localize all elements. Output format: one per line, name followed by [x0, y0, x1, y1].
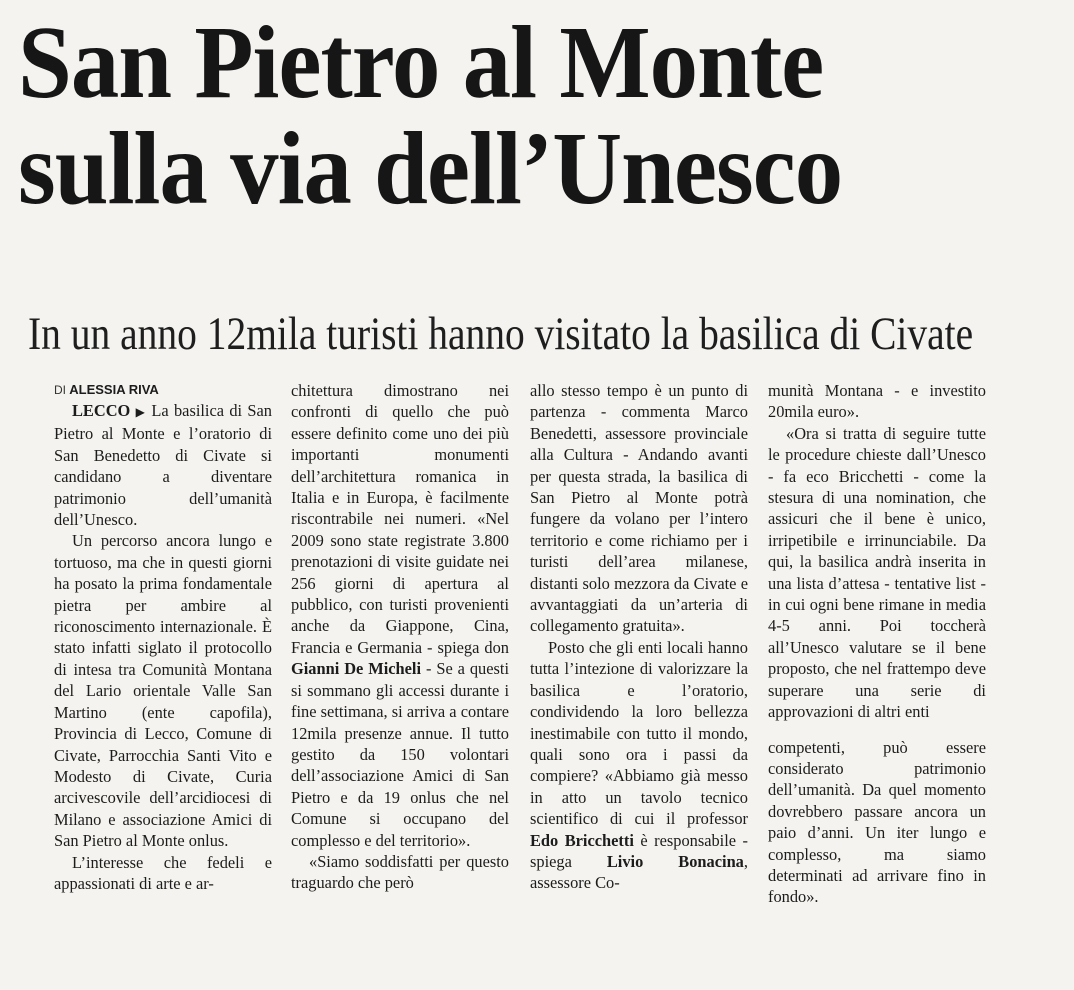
paragraph	[530, 637, 748, 894]
paragraph	[291, 380, 509, 851]
paragraph-text: , assessore Co-	[530, 851, 748, 893]
article-column-4	[768, 380, 986, 908]
paragraph-text: chitettura dimostrano nei confronti di quello che può essere definito come uno dei più importanti monumenti dell’architettura romanica in Italia e in Europa, è facilmente riscontrabile nei numeri. «Nel 2009 sono state registrate 3.800 prenotazioni di visite guidate nei 256 giorni di apertura al pubblico, con turisti provenienti anche da Giappone, Cina, Francia e Germania - spiega don	[291, 381, 509, 657]
paragraph-text: è responsabile - spiega	[530, 830, 748, 871]
paragraph-text: - Se a questi si sommano gli accessi durante i fine settimana, si arriva a contare 12mila presenze annue. Il tutto gestito da 150 volontari dell’associazione Amici di San Pietro e da 19 onlus che nel Comune si occupano del complesso e del territorio».	[291, 659, 510, 850]
paragraph	[54, 400, 272, 530]
paragraph: Un percorso ancora lungo e tortuoso, ma che in questi giorni ha posato la prima fondamentale pietra per ambire al riconoscimento internazionale. È stato infatti siglato il protocollo di intesa tra Comunità Montana del Lario orientale Valle San Martino (ente capofila), Provincia di Lecco, Comune di Civate, Parrocchia Santi Vito e Modesto di Civate, Curia arcivescovile dell’arcidiocesi di Milano e associazione Amici di San Pietro al Monte onlus.	[54, 531, 272, 851]
byline	[54, 380, 272, 400]
headline-line-2: sulla via dell’Unesco	[18, 111, 843, 226]
dateline-place: LECCO	[72, 401, 131, 420]
headline	[18, 5, 985, 226]
paragraph: «Siamo soddisfatti per questo traguardo che però	[291, 851, 509, 893]
article-column-2	[291, 380, 509, 894]
dateline-arrow-icon: ▶	[135, 405, 147, 419]
byline-prefix: DI	[54, 383, 66, 397]
paragraph-text: Posto che gli enti locali hanno tutta l’intezione di valorizzare la basilica e l’oratorio, condividendo la loro bellezza inestimabile con tutto il mondo, quali sono ora i passi da compiere? «Abbiamo già messo in atto un tavolo tecnico scientifico di cui il professor	[530, 637, 748, 829]
person-name: Gianni De Micheli	[291, 659, 422, 679]
paragraph: competenti, può essere considerato patrimonio dell’umanità. Da quel momento dovrebbero passare ancora un paio d’anni. Un iter lungo e complesso, ma siamo determinati ad arrivare fino in fondo».	[768, 737, 986, 907]
subheadline: In un anno 12mila turisti hanno visitato la basilica di Civate	[28, 308, 974, 360]
paragraph: munità Montana - e investito 20mila euro».	[768, 381, 986, 422]
paragraph: «Ora si tratta di seguire tutte le procedure chieste dall’Unesco - fa eco Bricchetti - come la stesura di una nomination, che assicuri che il bene è unico, irripetibile e irrinunciabile. Da qui, la basilica andrà inserita in una lista d’attesa - tentative list - in cui ogni bene rimane in media 4-5 anni. Poi toccherà all’Unesco valutare se il bene proposto, che nel frattempo deve superare una serie di approvazioni di altri enti	[768, 423, 986, 722]
paragraph: allo stesso tempo è un punto di partenza - commenta Marco Benedetti, assessore provinciale alla Cultura - Andando avanti per questa strada, la basilica di San Pietro al Monte potrà fungere da volano per l’intero territorio e come richiamo per i turisti dell’area milanese, distanti solo mezzora da Civate e avvantaggiati da un’arteria di collegamento gratuita».	[530, 381, 748, 636]
article-column-3	[530, 380, 748, 894]
paragraph-text: La basilica di San Pietro al Monte e l’oratorio di San Benedetto di Civate si candidano a diventare patrimonio dell’umanità dell’Unesco.	[54, 401, 272, 530]
headline-line-1: San Pietro al Monte	[18, 5, 824, 120]
paragraph: L’interesse che fedeli e appassionati di arte e ar-	[54, 852, 272, 893]
person-name: Edo Bricchetti	[530, 830, 634, 850]
person-name: Livio Bonacina	[606, 851, 744, 871]
byline-author: ALESSIA RIVA	[69, 382, 159, 397]
article-column-1	[54, 380, 272, 894]
